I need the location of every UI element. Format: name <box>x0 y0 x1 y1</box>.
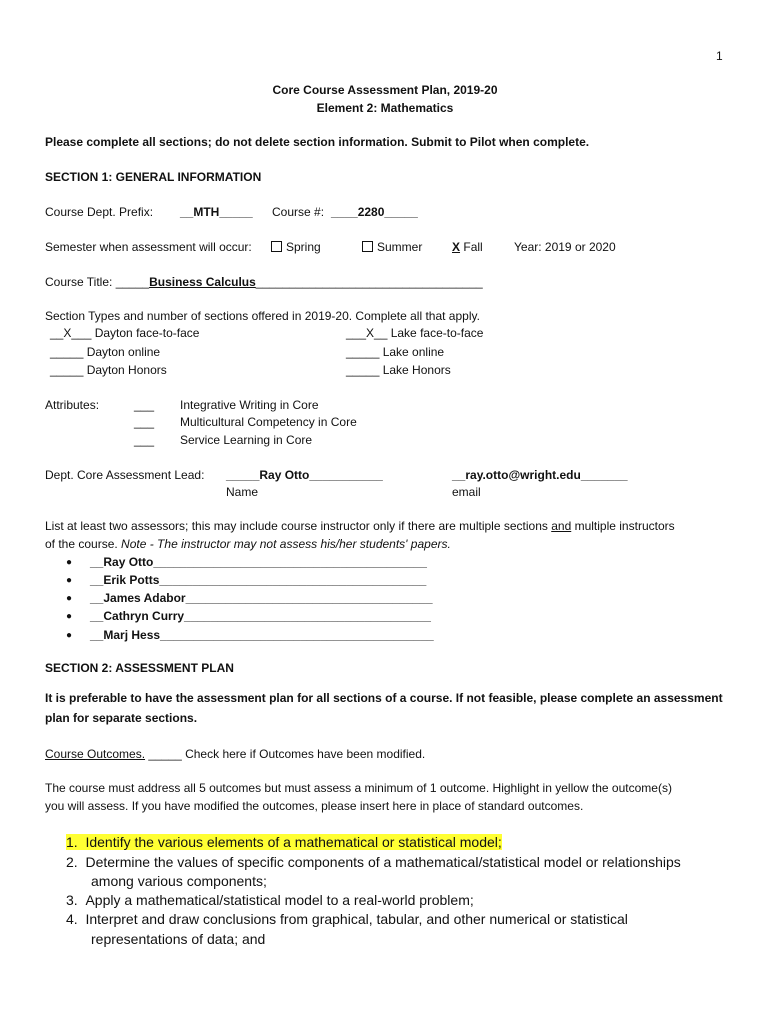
assessor-field[interactable]: __James Adabor_____________________________________ <box>90 591 433 605</box>
preferable-line2: plan for separate sections. <box>45 711 198 725</box>
attr-2-blank[interactable]: ___ <box>134 415 155 429</box>
spring-checkbox[interactable] <box>271 241 282 252</box>
fall-mark: X <box>452 240 461 254</box>
course-title-field[interactable]: Business Calculus <box>149 275 256 289</box>
dept-prefix-field[interactable]: __MTH_____ <box>180 205 253 219</box>
section2-heading: SECTION 2: ASSESSMENT PLAN <box>45 661 234 675</box>
dept-prefix-label: Course Dept. Prefix: <box>45 205 154 219</box>
bullet-icon: ● <box>66 630 73 641</box>
assessors-text-2a: of the course. <box>45 537 122 551</box>
assessors-note: Note - The instructor may not assess his/her students' papers. <box>121 537 451 551</box>
outcome-2[interactable] <box>66 855 681 869</box>
summer-checkbox[interactable] <box>362 241 373 252</box>
attr-3-blank[interactable]: ___ <box>134 433 155 447</box>
course-number-label: Course #: <box>272 205 325 219</box>
assessors-text-1a: List at least two assessors; this may include course instructor only if there are multiple sections <box>45 519 552 533</box>
page-number: 1 <box>716 49 723 63</box>
course-title-blank-suffix: __________________________________ <box>255 275 483 289</box>
assessor-field[interactable]: __Ray Otto_________________________________________ <box>90 555 427 569</box>
outcomes-label: Course Outcomes. <box>45 747 146 761</box>
lake-f2f[interactable]: ___X__ Lake face-to-face <box>346 326 484 340</box>
outcomes-modified-check[interactable]: _____ Check here if Outcomes have been modified. <box>148 747 426 761</box>
course-title-blank-prefix: _____ <box>115 275 150 289</box>
page-title: Core Course Assessment Plan, 2019-20 <box>272 83 498 97</box>
outcome-3[interactable] <box>66 893 474 907</box>
outcome-4[interactable] <box>66 912 628 926</box>
assessors-text-1c: multiple instructors <box>571 519 675 533</box>
semester-label: Semester when assessment will occur: <box>45 240 252 254</box>
bullet-icon: ● <box>66 557 73 568</box>
lake-honors[interactable]: _____ Lake Honors <box>346 363 451 377</box>
assessors-instructions-line1 <box>45 520 675 532</box>
attr-1-label: Integrative Writing in Core <box>180 398 319 412</box>
outcome-text: Apply a mathematical/statistical model to a real-world problem; <box>85 892 474 908</box>
summer-option[interactable] <box>362 241 422 253</box>
section1-heading: SECTION 1: GENERAL INFORMATION <box>45 170 262 184</box>
assessors-instructions-line2 <box>45 538 451 550</box>
outcome-number: 1. <box>66 834 78 850</box>
dayton-honors[interactable]: _____ Dayton Honors <box>50 363 167 377</box>
outcomes-row <box>45 748 425 760</box>
outcome-text: Identify the various elements of a mathematical or statistical model; <box>85 834 502 850</box>
dayton-f2f[interactable]: __X___ Dayton face-to-face <box>50 326 200 340</box>
summer-label: Summer <box>377 240 423 254</box>
fall-option[interactable] <box>452 241 483 253</box>
page-subtitle: Element 2: Mathematics <box>316 101 454 115</box>
attr-3-label: Service Learning in Core <box>180 433 313 447</box>
assessors-text-and: and <box>551 519 572 533</box>
outcome-text: Interpret and draw conclusions from graphical, tabular, and other numerical or statistical <box>85 911 628 927</box>
name-caption: Name <box>226 485 259 499</box>
assessor-field[interactable]: __Marj Hess_________________________________________ <box>90 628 434 642</box>
lake-online[interactable]: _____ Lake online <box>346 345 445 359</box>
assessor-field[interactable]: __Erik Potts________________________________________ <box>90 573 427 587</box>
course-number-field[interactable]: ____2280_____ <box>331 205 418 219</box>
must-address-line1: The course must address all 5 outcomes but must assess a minimum of 1 outcome. Highlight in yellow the outcome(s) <box>45 781 672 795</box>
fall-label: Fall <box>463 240 483 254</box>
spring-label: Spring <box>286 240 321 254</box>
instructions: Please complete all sections; do not delete section information. Submit to Pilot when complete. <box>45 135 590 149</box>
lead-email-field[interactable]: __ray.otto@wright.edu_______ <box>452 468 628 482</box>
bullet-icon: ● <box>66 593 73 604</box>
bullet-icon: ● <box>66 611 73 622</box>
lead-name-field[interactable]: _____Ray Otto___________ <box>226 468 383 482</box>
outcome-number: 3. <box>66 892 78 908</box>
lead-label: Dept. Core Assessment Lead: <box>45 468 205 482</box>
dayton-online[interactable]: _____ Dayton online <box>50 345 161 359</box>
course-title-label: Course Title: <box>45 275 113 289</box>
assessor-field[interactable]: __Cathryn Curry_____________________________________ <box>90 609 431 623</box>
attributes-label: Attributes: <box>45 398 100 412</box>
outcome-4-continued: representations of data; and <box>91 931 266 947</box>
outcome-1[interactable] <box>66 834 502 850</box>
course-title-row <box>45 276 483 288</box>
attr-1-blank[interactable]: ___ <box>134 398 155 412</box>
year-text: Year: 2019 or 2020 <box>514 240 616 254</box>
email-caption: email <box>452 485 481 499</box>
spring-option[interactable] <box>271 241 321 253</box>
attr-2-label: Multicultural Competency in Core <box>180 415 357 429</box>
outcome-number: 2. <box>66 854 78 870</box>
preferable-line1: It is preferable to have the assessment plan for all sections of a course. If not feasible, please complete an assessment <box>45 691 723 705</box>
outcome-text: Determine the values of specific components of a mathematical/statistical model or relationships <box>85 854 681 870</box>
outcome-2-continued: among various components; <box>91 873 267 889</box>
section-types-intro: Section Types and number of sections offered in 2019-20. Complete all that apply. <box>45 309 480 323</box>
outcome-number: 4. <box>66 911 78 927</box>
must-address-line2: you will assess. If you have modified the outcomes, please insert here in place of standard outcomes. <box>45 799 584 813</box>
bullet-icon: ● <box>66 575 73 586</box>
